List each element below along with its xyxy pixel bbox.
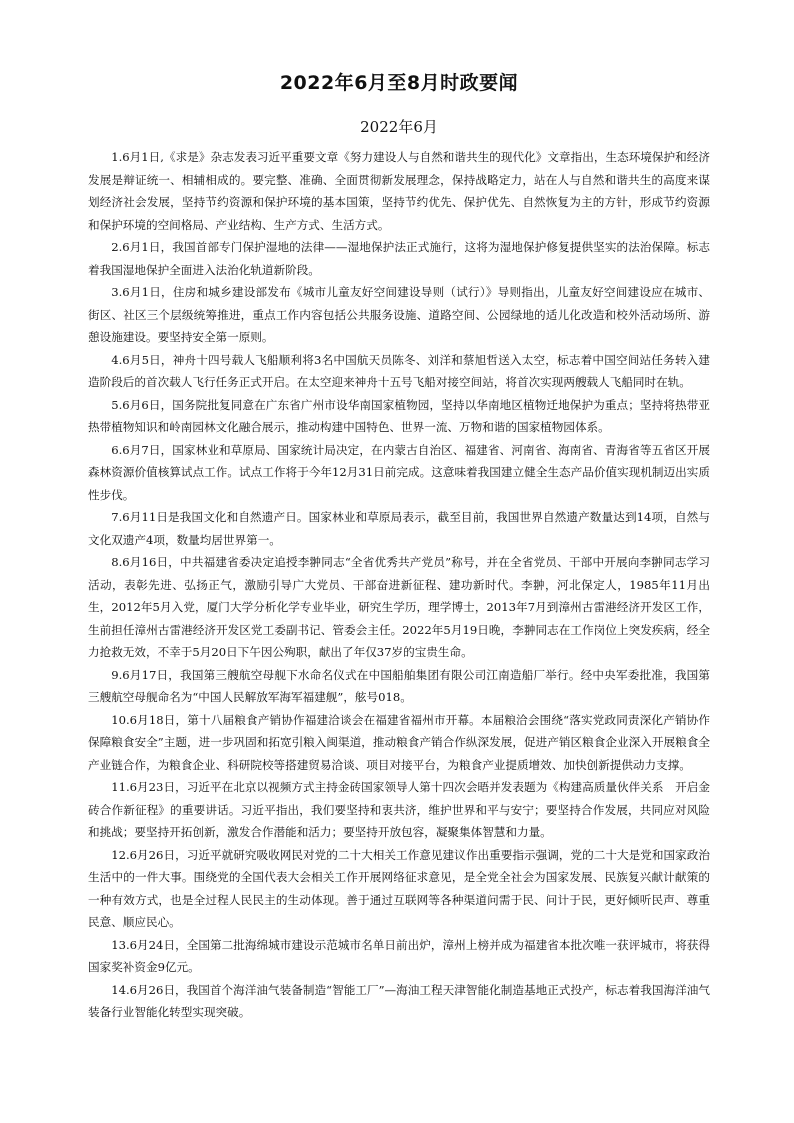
news-item: 3.6月1日，住房和城乡建设部发布《城市儿童友好空间建设导则（试行）》导则指出，儿童友好空间建设应在城市、街区、社区三个层级统筹推进，重点工作内容包括公共服务设施、道路空间、公园绿地的适儿化改造和校外活动场所、游憩设施建设。要坚持安全第一原则。 [88, 285, 710, 344]
news-item: 9.6月17日，我国第三艘航空母舰下水命名仪式在中国船舶集团有限公司江南造船厂举行。经中央军委批准，我国第三艘航空母舰命名为“中国人民解放军海军福建舰”，舷号018。 [88, 667, 710, 704]
section-title: 2022年6月 [360, 118, 438, 136]
news-item: 10.6月18日，第十八届粮食产销协作福建洽谈会在福建省福州市开幕。本届粮洽会围绕“落实党政同责深化产销协作保障粮食安全”主题，进一步巩固和拓宽引粮入闽渠道，推动粮食产销合作纵深发展，促进产销区粮食企业深入开展粮食全产业链合作，为粮食企业、科研院校等搭建贸易洽谈、项目对接平台，为粮食产业提质增效、加快创新提供动力支撑。 [88, 712, 710, 772]
news-item: 2.6月1日，我国首部专门保护湿地的法律——湿地保护法正式施行，这将为湿地保护修复提供坚实的法治保障。标志着我国湿地保护全面进入法治化轨道新阶段。 [88, 240, 710, 277]
document-title: 2022年6月至8月时政要闻 [279, 72, 519, 94]
news-item: 5.6月6日，国务院批复同意在广东省广州市设华南国家植物园，坚持以华南地区植物迁地保护为重点；坚持将热带亚热带植物知识和岭南园林文化融合展示，推动构建中国特色、世界一流、万物和谐的国家植物园体系。 [88, 397, 710, 434]
news-item: 8.6月16日，中共福建省委决定追授李翀同志“全省优秀共产党员”称号，并在全省党员、干部中开展向李翀同志学习活动，表彰先进、弘扬正气，激励引导广大党员、干部奋进新征程、建功新时代。李翀，河北保定人，1985年11月出生，2012年5月入党，厦门大学分析化学专业毕业，研究生学历，理学博士，2013年7月到漳州古雷港经济开发区工作，生前担任漳州古雷港经济开发区党工委副书记、管委会主任。2022年5月19日晚，李翀同志在工作岗位上突发疾病，经全力抢救无效，不幸于5月20日下午因公殉职，献出了年仅37岁的宝贵生命。 [88, 555, 710, 659]
news-item: 13.6月24日，全国第二批海绵城市建设示范城市名单日前出炉，漳州上榜并成为福建省本批次唯一获评城市，将获得国家奖补资金9亿元。 [88, 937, 710, 974]
news-item: 14.6月26日，我国首个海洋油气装备制造“智能工厂”—海油工程天津智能化制造基地正式投产，标志着我国海洋油气装备行业智能化转型实现突破。 [88, 982, 710, 1019]
news-item: 1.6月1日,《求是》杂志发表习近平重要文章《努力建设人与自然和谐共生的现代化》文章指出，生态环境保护和经济发展是辩证统一、相辅相成的。要完整、准确、全面贯彻新发展理念，保持战略定力，站在人与自然和谐共生的高度来谋划经济社会发展，坚持节约资源和保护环境的基本国策，坚持节约优先、保护优先、自然恢复为主的方针，形成节约资源和保护环境的空间格局、产业结构、生产方式、生活方式。 [88, 150, 710, 232]
news-item: 4.6月5日，神舟十四号载人飞船顺利将3名中国航天员陈冬、刘洋和蔡旭哲送入太空，标志着中国空间站任务转入建造阶段后的首次载人飞行任务正式开启。在太空迎来神舟十五号飞船对接空间站，将首次实现两艘载人飞船同时在轨。 [88, 352, 710, 389]
news-item: 6.6月7日，国家林业和草原局、国家统计局决定，在内蒙古自治区、福建省、河南省、海南省、青海省等五省区开展森林资源价值核算试点工作。试点工作将于今年12月31日前完成。这意味着我国建立健全生态产品价值实现机制迈出实质性步伐。 [88, 442, 710, 502]
news-item: 11.6月23日，习近平在北京以视频方式主持金砖国家领导人第十四次会晤并发表题为《构建高质量伙伴关系 开启金砖合作新征程》的重要讲话。习近平指出，我们要坚持和衷共济，维护世界和平与安宁；要坚持合作发展，共同应对风险和挑战；要坚持开拓创新，激发合作潜能和活力；要坚持开放包容，凝聚集体智慧和力量。 [88, 780, 710, 839]
news-item: 12.6月26日，习近平就研究吸收网民对党的二十大相关工作意见建议作出重要指示强调，党的二十大是党和国家政治生活中的一件大事。围绕党的全国代表大会相关工作开展网络征求意见，是全党全社会为国家发展、民族复兴献计献策的一种有效方式，也是全过程人民民主的生动体现。善于通过互联网等各种渠道问需于民、问计于民，更好倾听民声、尊重民意、顺应民心。 [88, 847, 710, 929]
news-list [88, 146, 710, 1024]
news-item: 7.6月11日是我国文化和自然遗产日。国家林业和草原局表示，截至目前，我国世界自然遗产数量达到14项，自然与文化双遗产4项，数量均居世界第一。 [88, 510, 710, 547]
